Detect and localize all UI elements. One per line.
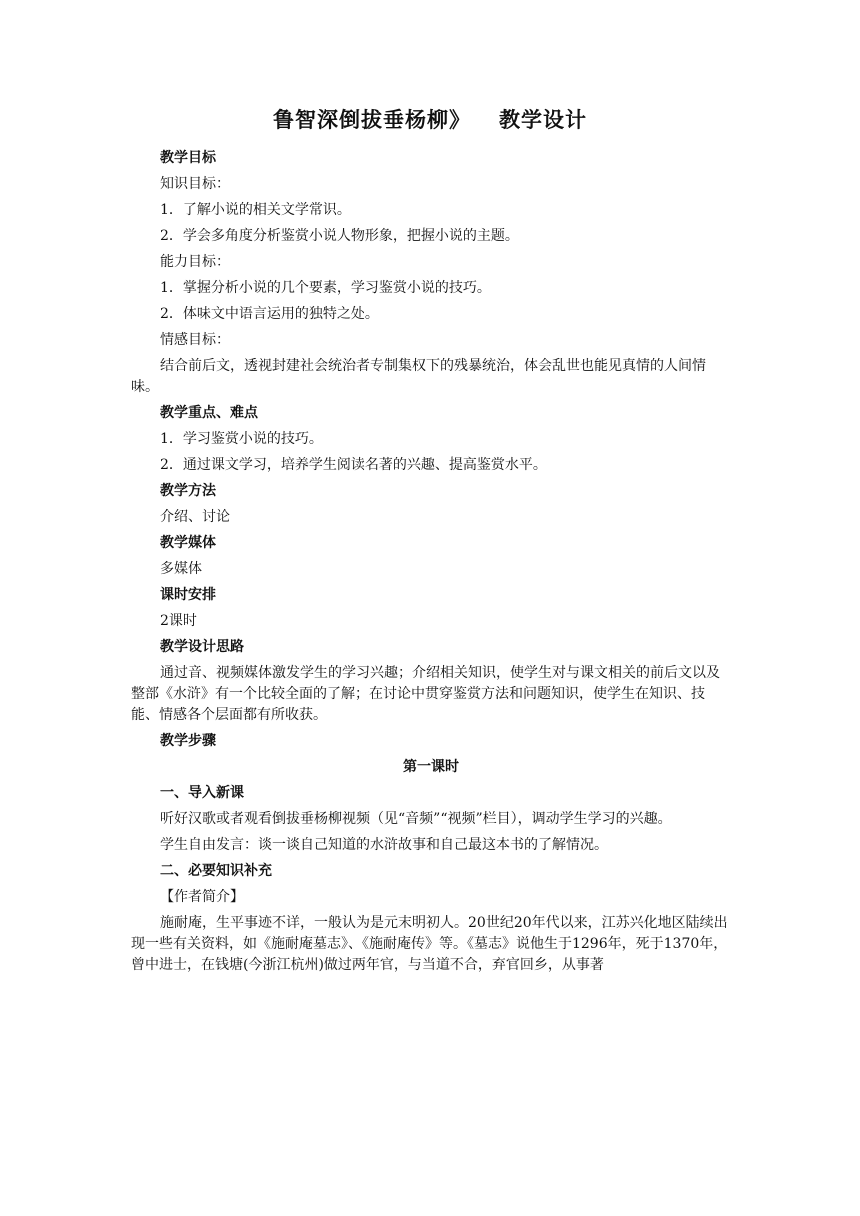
emotion-heading: 情感目标：: [160, 331, 230, 348]
media-text: 多媒体: [160, 560, 202, 577]
intro-heading: 一、导入新课: [160, 784, 244, 801]
document-body: [131, 145, 731, 978]
keypoint-item-2: 2．通过课文学习，培养学生阅读名著的兴趣、提高鉴赏水平。: [160, 456, 547, 473]
goals-heading: 教学目标: [160, 149, 216, 166]
media-heading: 教学媒体: [160, 534, 216, 551]
knowledge-item-1: 1．了解小说的相关文学常识。: [160, 201, 351, 218]
method-text: 介绍、讨论: [160, 508, 230, 525]
document-title: [0, 104, 860, 134]
schedule-heading: 课时安排: [160, 586, 216, 603]
author-text: 施耐庵，生平事迹不详，一般认为是元末明初人。20世纪20年代以来，江苏兴化地区陆续出现一些有关资料，如《施耐庵墓志》、《施耐庵传》等。《墓志》说他生于1296年，死于1370年，曾中进士，在钱塘(今浙江杭州)做过两年官，与当道不合，弃官回乡，从事著: [131, 914, 728, 973]
lesson1-heading: 第一课时: [403, 758, 459, 775]
intro-text-1: 听好汉歌或者观看倒拔垂杨柳视频（见“音频”“视频”栏目），调动学生学习的兴趣。: [160, 810, 672, 827]
ability-item-1: 1．掌握分析小说的几个要素，学习鉴赏小说的技巧。: [160, 279, 491, 296]
keypoint-item-1: 1．学习鉴赏小说的技巧。: [160, 430, 323, 447]
knowledge-item-2: 2．学会多角度分析鉴赏小说人物形象，把握小说的主题。: [160, 227, 519, 244]
design-text: 通过音、视频媒体激发学生的学习兴趣；介绍相关知识，使学生对与课文相关的前后文以及整部《水浒》有一个比较全面的了解；在讨论中贯穿鉴赏方法和问题知识，使学生在知识、技能、情感各个层面都有所收获。: [131, 664, 720, 723]
steps-heading: 教学步骤: [160, 732, 216, 749]
document-title-part2: 教学设计: [499, 108, 587, 132]
intro-text-2: 学生自由发言：谈一谈自己知道的水浒故事和自己最这本书的了解情况。: [160, 836, 608, 853]
design-heading: 教学设计思路: [160, 638, 244, 655]
ability-item-2: 2．体味文中语言运用的独特之处。: [160, 305, 379, 322]
document-title-part1: 鲁智深倒拔垂杨柳》: [273, 108, 471, 132]
knowledge-heading: 知识目标：: [160, 175, 230, 192]
method-heading: 教学方法: [160, 482, 216, 499]
schedule-text: 2课时: [160, 612, 197, 629]
ability-heading: 能力目标：: [160, 253, 230, 270]
emotion-text: 结合前后文，透视封建社会统治者专制集权下的残暴统治，体会乱世也能见真情的人间情味。: [131, 357, 706, 395]
author-heading: 【作者简介】: [160, 888, 244, 905]
keypoints-heading: 教学重点、难点: [160, 404, 258, 421]
knowledge-supplement-heading: 二、必要知识补充: [160, 862, 272, 879]
